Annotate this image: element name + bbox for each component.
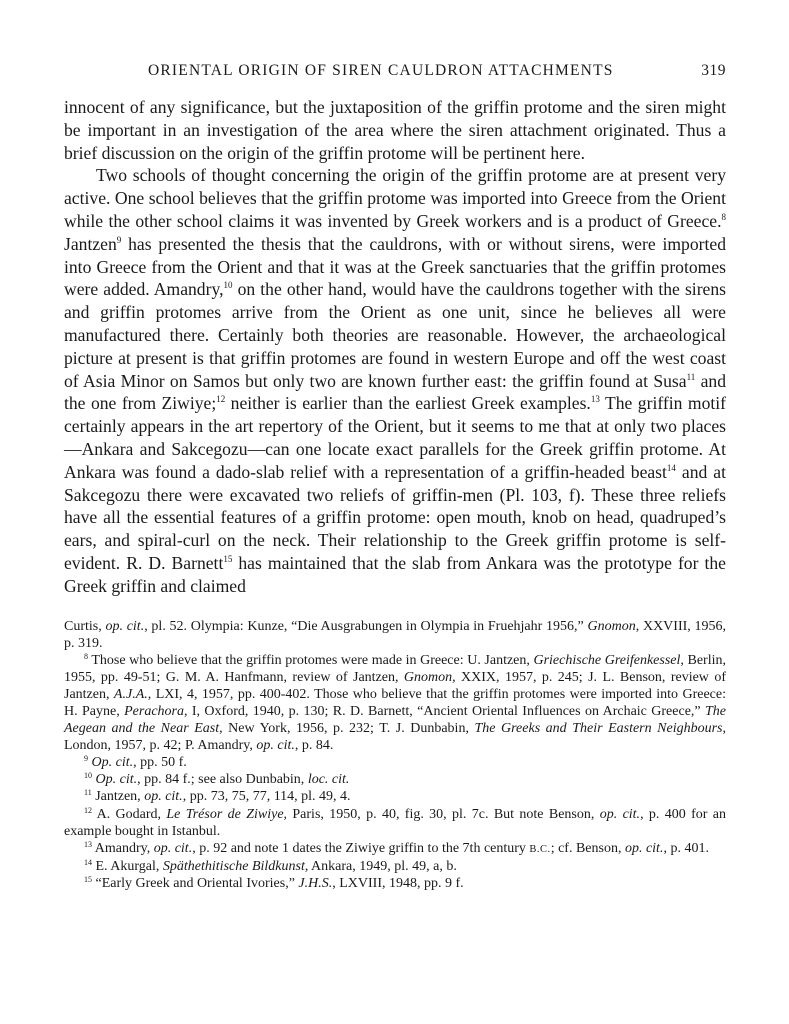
footnote-ref-11[interactable]: 11 [686, 371, 696, 382]
footnotes [64, 618, 726, 893]
running-title: ORIENTAL ORIGIN OF SIREN CAULDRON ATTACHMENTS [148, 62, 614, 79]
footnote-continued: Curtis, op. cit., pl. 52. Olympia: Kunze, “Die Ausgrabungen in Olympia in Fruehjahr 1956,” Gnomon, XXVIII, 1956, p. 319. [64, 618, 727, 651]
page-number: 319 [701, 62, 726, 79]
footnote-9: $^9$ Op. cit., pp. 50 f. [84, 754, 187, 771]
body-text [64, 96, 726, 598]
footnote-ref-13[interactable]: 13 [590, 394, 600, 405]
footnote-ref-14[interactable]: 14 [666, 462, 676, 473]
footnote-15: $^{15}$ “Early Greek and Oriental Ivories,” J.H.S., LXVIII, 1948, pp. 9 f. [84, 874, 464, 891]
footnote-12: $^{12}$ A. Godard, Le Trésor de Ziwiye, Paris, 1950, p. 40, fig. 30, pl. 7c. But note Benson, op. cit., p. 400 for an example bought in Istanbul. [64, 805, 726, 839]
paragraph-continued: innocent of any significance, but the juxtaposition of the griffin protome and the siren might be important in an investigation of the area where the siren attachment originated. Thus a brief discussion on the origin of the griffin protome will be pertinent here. [64, 97, 726, 163]
footnote-ref-10[interactable]: 10 [223, 280, 233, 291]
footnote-10: $^{10}$ Op. cit., pp. 84 f.; see also Dunbabin, loc. cit. [84, 771, 350, 788]
footnote-ref-15[interactable]: 15 [223, 553, 233, 564]
footnote-ref-12[interactable]: 12 [216, 394, 226, 405]
footnote-11: $^{11}$ Jantzen, op. cit., pp. 73, 75, 77, 114, pl. 49, 4. [84, 788, 351, 805]
running-header [64, 58, 726, 88]
footnote-14: $^{14}$ E. Akurgal, Späthethitische Bildkunst, Ankara, 1949, pl. 49, a, b. [84, 857, 457, 874]
footnote-ref-8[interactable]: 8 [721, 211, 726, 222]
footnote-13: $^{13}$ Amandry, op. cit., p. 92 and note 1 dates the Ziwiye griffin to the 7th century B.C.; cf. Benson, op. cit., p. 401. [84, 839, 709, 856]
paragraph-griffin-origin: Two schools of thought concerning the origin of the griffin protome are at present very active. One school believes that the griffin protome was imported into Greece from the Orient while the other school claims it was invented by Greek workers and is a product of Greece.$^8$ Jantzen$^9$ has presented the thesis that the cauldrons, with or without sirens, were imported into Greece from the Orient and that it was at the Greek sanctuaries that the griffin protomes were added. Amandry,$^{10}$ on the other hand, would have the cauldrons together with the sirens and griffin protomes arrive from the Orient as one unit, since he believes all were manufactured there. Certainly both theories are reasonable. However, the archaeological picture at present is that griffin protomes are found in western Europe and off the west coast of Asia Minor on Samos but only two are known further east: the griffin found at Susa$^{11}$ and the one from Ziwiye;$^{12}$ neither is earlier than the earliest Greek examples.$^{13}$ The griffin motif certainly appears in the art repertory of the Orient, but it seems to me that at only two places—Ankara and Sakcegozu—can one locate exact parallels for the Greek griffin protome. At Ankara was found a dado-slab relief with a representation of a griffin-headed beast$^{14}$ and at Sakcegozu there were excavated two reliefs of griffin-men (Pl. 103, f). These three reliefs have all the essential features of a griffin protome: open mouth, knob on head, quadruped’s ears, and spiral-curl on the neck. Their relationship to the Greek griffin protome is self-evident. R. D. Barnett$^{15}$ has maintained that the slab from Ankara was the prototype for the Greek griffin and claimed [64, 165, 727, 596]
journal-page [64, 58, 726, 892]
footnote-8: $^8$ Those who believe that the griffin protomes were made in Greece: U. Jantzen, Griechische Greifenkessel, Berlin, 1955, pp. 49-51; G. M. A. Hanfmann, review of Jantzen, Gnomon, XXIX, 1957, p. 245; J. L. Benson, review of Jantzen, A.J.A., LXI, 4, 1957, pp. 400-402. Those who believe that the griffin protomes were imported into Greece: H. Payne, Perachora, I, Oxford, 1940, p. 130; R. D. Barnett, “Ancient Oriental Influences on Archaic Greece,” The Aegean and the Near East, New York, 1956, p. 232; T. J. Dunbabin, The Greeks and Their Eastern Neighbours, London, 1957, p. 42; P. Amandry, op. cit., p. 84. [64, 651, 727, 754]
footnote-ref-9[interactable]: 9 [116, 234, 122, 245]
